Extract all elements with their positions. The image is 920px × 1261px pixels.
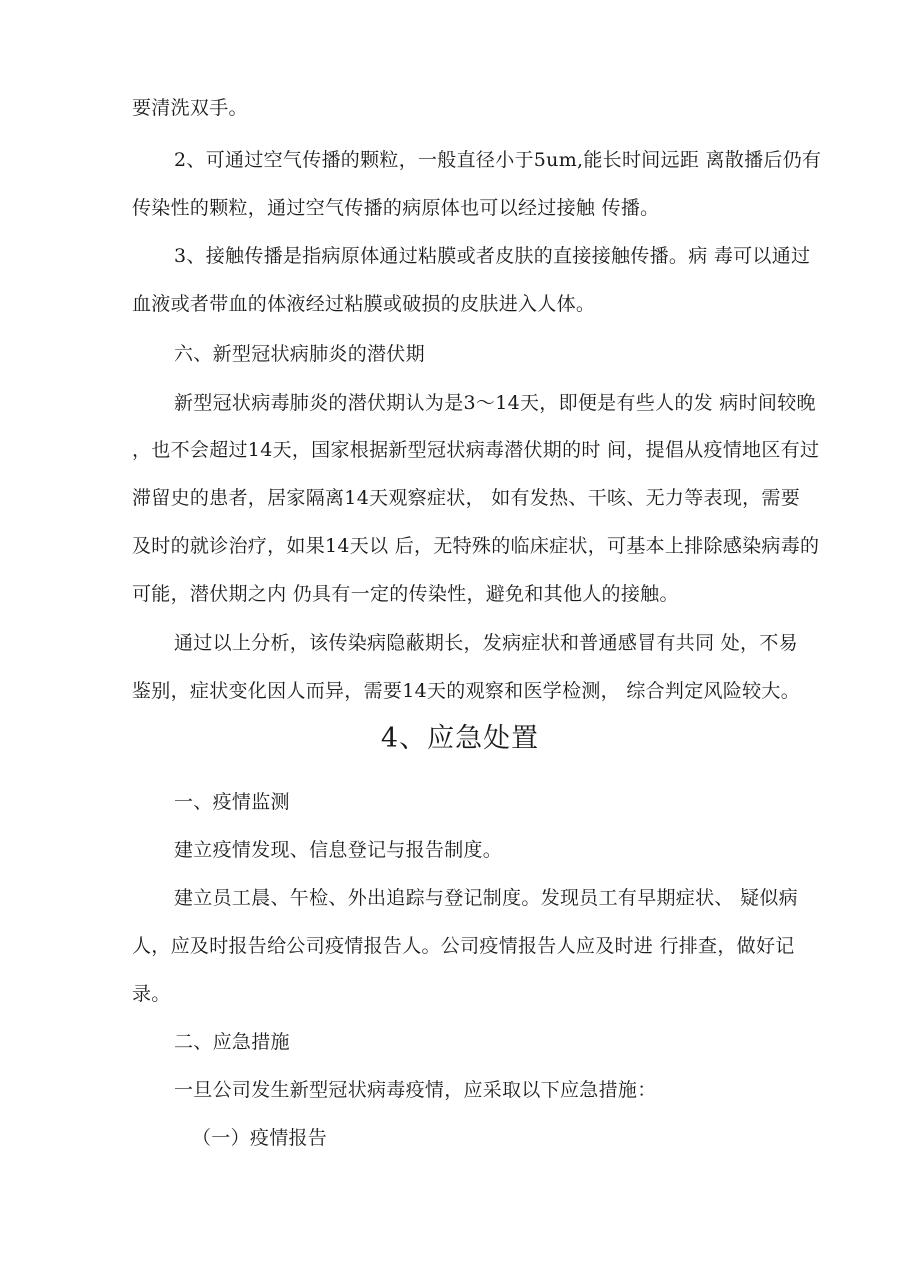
section-title-incubation: 六、新型冠状病肺炎的潜伏期 — [174, 343, 425, 365]
para-line-2: 2、可通过空气传播的颗粒，一般直径小于5um,能长时间远距 离散播后仍有 — [174, 149, 822, 171]
para-line-17: 人，应及时报告给公司疫情报告人。公司疫情报告人应及时进 行排查，做好记 — [132, 935, 795, 957]
para-line-15: 建立疫情发现、信息登记与报告制度。 — [174, 839, 503, 861]
chapter-heading: 4、应急处置 — [380, 723, 540, 754]
para-line-18: 录。 — [132, 983, 171, 1005]
section-title-measures: 二、应急措施 — [174, 1031, 290, 1053]
para-line-7: 新型冠状病毒肺炎的潜伏期认为是3～14天，即便是有些人的发 病时间较晚 — [174, 392, 816, 414]
para-line-3: 传染性的颗粒，通过空气传播的病原体也可以经过接触 传播。 — [132, 197, 660, 219]
para-line-20: 一旦公司发生新型冠状病毒疫情，应采取以下应急措施： — [174, 1079, 657, 1101]
subsection-title-report: （一）疫情报告 — [192, 1127, 328, 1149]
para-line-9: 滞留史的患者，居家隔离14天观察症状， 如有发热、干咳、无力等表现，需要 — [132, 487, 801, 509]
para-line-16: 建立员工晨、午检、外出追踪与登记制度。发现员工有早期症状、 疑似病 — [174, 887, 798, 909]
section-title-monitoring: 一、疫情监测 — [174, 791, 290, 813]
para-line-12: 通过以上分析，该传染病隐蔽期长，发病症状和普通感冒有共同 处，不易 — [174, 632, 798, 654]
para-line-1: 要清洗双手。 — [132, 97, 248, 119]
para-line-11: 可能，潜伏期之内 仍具有一定的传染性，避免和其他人的接触。 — [132, 583, 679, 605]
para-line-10: 及时的就诊治疗，如果14天以 后，无特殊的临床症状，可基本上排除感染病毒的 — [132, 535, 820, 557]
para-line-8: ，也不会超过14天，国家根据新型冠状病毒潜伏期的时 间，提倡从疫情地区有过 — [132, 439, 820, 461]
para-line-5: 血液或者带血的体液经过粘膜或破损的皮肤进入人体。 — [132, 293, 596, 315]
para-line-4: 3、接触传播是指病原体通过粘膜或者皮肤的直接接触传播。病 毒可以通过 — [174, 245, 811, 267]
para-line-13: 鉴别，症状变化因人而异，需要14天的观察和医学检测， 综合判定风险较大。 — [132, 680, 801, 702]
